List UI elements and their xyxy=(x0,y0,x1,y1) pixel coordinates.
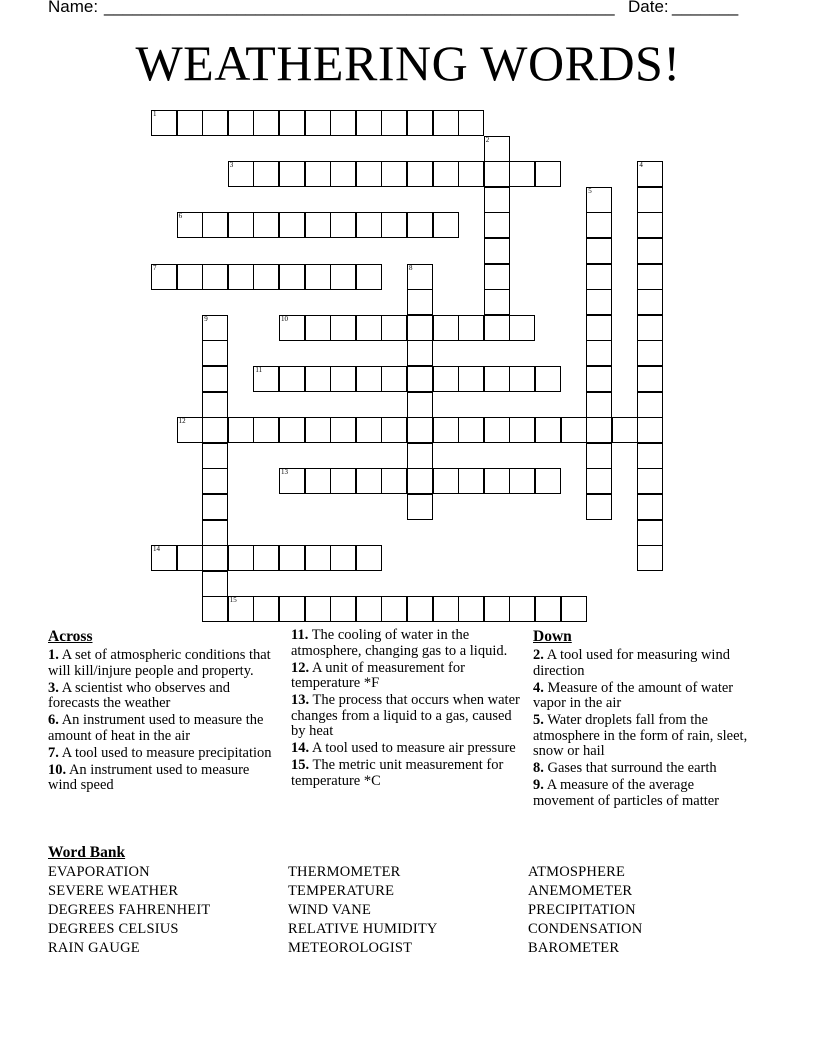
clue-number-label: 4 xyxy=(639,161,643,170)
clue-down-8: 8. Gases that surround the earth xyxy=(533,760,717,776)
word-bank-item: CONDENSATION xyxy=(528,921,643,937)
crossword-cell[interactable] xyxy=(330,315,356,341)
crossword-cell[interactable] xyxy=(381,161,407,187)
crossword-cell[interactable] xyxy=(637,443,663,469)
crossword-cell[interactable] xyxy=(637,238,663,264)
clue-number-label: 7 xyxy=(153,263,157,272)
word-bank-item: RELATIVE HUMIDITY xyxy=(288,921,438,937)
crossword-cell[interactable] xyxy=(177,545,203,571)
crossword-cell[interactable] xyxy=(253,161,279,187)
clue-across-11: 11. The cooling of water in the atmosphere, changing gas to a liquid. xyxy=(291,627,508,659)
crossword-cell[interactable] xyxy=(202,417,228,443)
crossword-cell[interactable] xyxy=(484,468,510,494)
crossword-cell[interactable] xyxy=(381,596,407,622)
crossword-cell[interactable] xyxy=(407,417,433,443)
crossword-cell[interactable] xyxy=(279,417,305,443)
crossword-cell[interactable] xyxy=(228,161,254,187)
crossword-cell[interactable] xyxy=(177,417,203,443)
crossword-cell[interactable] xyxy=(151,545,177,571)
crossword-cell[interactable] xyxy=(586,392,612,418)
name-blank[interactable]: ______________________________________________________ xyxy=(104,0,615,16)
crossword-cell[interactable] xyxy=(356,417,382,443)
clue-down-2: 2. A tool used for measuring wind direction xyxy=(533,647,730,679)
crossword-cell[interactable] xyxy=(407,366,433,392)
crossword-cell[interactable] xyxy=(407,110,433,136)
crossword-cell[interactable] xyxy=(407,289,433,315)
crossword-cell[interactable] xyxy=(433,596,459,622)
crossword-cell[interactable] xyxy=(202,494,228,520)
clues-column-1 xyxy=(48,628,280,795)
crossword-cell[interactable] xyxy=(253,110,279,136)
crossword-cell[interactable] xyxy=(356,596,382,622)
crossword-cell[interactable] xyxy=(177,110,203,136)
crossword-cell[interactable] xyxy=(612,417,638,443)
word-bank-item: DEGREES CELSIUS xyxy=(48,921,179,937)
crossword-cell[interactable] xyxy=(356,161,382,187)
crossword-cell[interactable] xyxy=(228,417,254,443)
crossword-cell[interactable] xyxy=(279,264,305,290)
crossword-cell[interactable] xyxy=(458,110,484,136)
crossword-cell[interactable] xyxy=(305,468,331,494)
crossword-cell[interactable] xyxy=(305,315,331,341)
crossword-cell[interactable] xyxy=(561,417,587,443)
crossword-cell[interactable] xyxy=(586,340,612,366)
crossword-cell[interactable] xyxy=(305,110,331,136)
crossword-cell[interactable] xyxy=(637,264,663,290)
crossword-cell[interactable] xyxy=(637,187,663,213)
crossword-cell[interactable] xyxy=(458,596,484,622)
crossword-cell[interactable] xyxy=(586,212,612,238)
crossword-cell[interactable] xyxy=(433,212,459,238)
crossword-cell[interactable] xyxy=(381,468,407,494)
crossword-cell[interactable] xyxy=(509,366,535,392)
crossword-cell[interactable] xyxy=(228,212,254,238)
crossword-cell[interactable] xyxy=(535,366,561,392)
crossword-cell[interactable] xyxy=(637,212,663,238)
crossword-cell[interactable] xyxy=(433,417,459,443)
clue-down-9: 9. A measure of the average movement of particles of matter xyxy=(533,777,720,809)
crossword-cell[interactable] xyxy=(202,212,228,238)
crossword-cell[interactable] xyxy=(202,443,228,469)
clue-number-label: 2 xyxy=(485,135,490,144)
crossword-cell[interactable] xyxy=(381,417,407,443)
crossword-cell[interactable] xyxy=(484,187,510,213)
crossword-cell[interactable] xyxy=(586,187,612,213)
crossword-cell[interactable] xyxy=(407,315,433,341)
crossword-cell[interactable] xyxy=(305,264,331,290)
crossword-cell[interactable] xyxy=(637,289,663,315)
crossword-cell[interactable] xyxy=(509,596,535,622)
crossword-cell[interactable] xyxy=(561,596,587,622)
word-bank-item: THERMOMETER xyxy=(288,864,401,880)
crossword-cell[interactable] xyxy=(330,366,356,392)
clue-number-label: 8 xyxy=(409,263,413,272)
word-bank-item: ATMOSPHERE xyxy=(528,864,626,880)
date-blank[interactable]: _______ xyxy=(672,0,739,16)
crossword-cell[interactable] xyxy=(407,161,433,187)
crossword-cell[interactable] xyxy=(535,161,561,187)
crossword-cell[interactable] xyxy=(253,417,279,443)
crossword-cell[interactable] xyxy=(637,315,663,341)
crossword-cell[interactable] xyxy=(202,340,228,366)
crossword-cell[interactable] xyxy=(381,110,407,136)
crossword-cell[interactable] xyxy=(253,596,279,622)
word-bank-item: ANEMOMETER xyxy=(528,883,633,899)
crossword-cell[interactable] xyxy=(433,110,459,136)
crossword-cell[interactable] xyxy=(509,468,535,494)
clue-across-14: 14. A tool used to measure air pressure xyxy=(291,740,516,756)
word-bank-item: TEMPERATURE xyxy=(288,883,395,899)
clue-number-label: 3 xyxy=(229,161,234,170)
crossword-cell[interactable] xyxy=(305,212,331,238)
crossword-cell[interactable] xyxy=(356,110,382,136)
crossword-cell[interactable] xyxy=(433,315,459,341)
crossword-cell[interactable] xyxy=(586,417,612,443)
crossword-cell[interactable] xyxy=(484,136,510,162)
crossword-cell[interactable] xyxy=(202,520,228,546)
crossword-cell[interactable] xyxy=(586,315,612,341)
crossword-cell[interactable] xyxy=(228,110,254,136)
crossword-cell[interactable] xyxy=(151,110,177,136)
crossword-cell[interactable] xyxy=(407,264,433,290)
crossword-cell[interactable] xyxy=(535,468,561,494)
clue-across-10: 10. An instrument used to measure wind speed xyxy=(48,761,250,793)
crossword-cell[interactable] xyxy=(202,392,228,418)
word-bank-column-2 xyxy=(288,863,438,958)
crossword-cell[interactable] xyxy=(279,315,305,341)
crossword-cell[interactable] xyxy=(202,366,228,392)
crossword-cell[interactable] xyxy=(433,366,459,392)
crossword-cell[interactable] xyxy=(458,468,484,494)
crossword-cell[interactable] xyxy=(637,494,663,520)
crossword-cell[interactable] xyxy=(381,366,407,392)
crossword-cell[interactable] xyxy=(279,596,305,622)
clue-down-5: 5. Water droplets fall from the atmosphere in the form of rain, sleet, snow or hail xyxy=(533,712,748,759)
crossword-cell[interactable] xyxy=(330,596,356,622)
crossword-cell[interactable] xyxy=(356,545,382,571)
crossword-cell[interactable] xyxy=(509,417,535,443)
crossword-cell[interactable] xyxy=(177,264,203,290)
clue-number-label: 12 xyxy=(178,417,186,426)
crossword-cell[interactable] xyxy=(407,392,433,418)
crossword-cell[interactable] xyxy=(407,443,433,469)
crossword-cell[interactable] xyxy=(458,417,484,443)
crossword-cell[interactable] xyxy=(253,545,279,571)
clue-across-7: 7. A tool used to measure precipitation xyxy=(48,744,272,761)
crossword-cell[interactable] xyxy=(637,161,663,187)
crossword-cell[interactable] xyxy=(305,366,331,392)
clue-number-label: 14 xyxy=(153,545,160,554)
crossword-cell[interactable] xyxy=(228,545,254,571)
clue-across-12: 12. A unit of measurement for temperature *F xyxy=(291,659,465,691)
word-bank-item: RAIN GAUGE xyxy=(48,940,140,956)
clue-across-13: 13. The process that occurs when water changes from a liquid to a gas, caused by heat xyxy=(291,692,520,739)
crossword-cell[interactable] xyxy=(279,110,305,136)
crossword-cell[interactable] xyxy=(407,212,433,238)
crossword-cell[interactable] xyxy=(356,366,382,392)
crossword-cell[interactable] xyxy=(305,161,331,187)
crossword-cell[interactable] xyxy=(509,315,535,341)
crossword-cell[interactable] xyxy=(202,571,228,597)
crossword-cell[interactable] xyxy=(484,366,510,392)
clues-column-2 xyxy=(291,628,521,791)
crossword-cell[interactable] xyxy=(228,596,254,622)
crossword-cell[interactable] xyxy=(330,161,356,187)
word-bank-item: DEGREES FAHRENHEIT xyxy=(48,902,211,918)
crossword-cell[interactable] xyxy=(535,596,561,622)
word-bank-item: WIND VANE xyxy=(288,902,372,918)
crossword-cell[interactable] xyxy=(637,520,663,546)
crossword-cell[interactable] xyxy=(484,315,510,341)
date-label: Date: xyxy=(628,0,669,16)
crossword-cell[interactable] xyxy=(253,212,279,238)
crossword-cell[interactable] xyxy=(484,238,510,264)
crossword-cell[interactable] xyxy=(586,443,612,469)
crossword-cell[interactable] xyxy=(305,596,331,622)
crossword-cell[interactable] xyxy=(305,545,331,571)
word-bank-column-3 xyxy=(528,863,642,958)
crossword-cell[interactable] xyxy=(458,366,484,392)
page-title: WEATHERING WORDS! xyxy=(135,35,681,91)
clue-across-15: 15. The metric unit measurement for temperature *C xyxy=(291,757,504,789)
crossword-cell[interactable] xyxy=(484,596,510,622)
clue-across-3: 3. A scientist who observes and forecasts the weather xyxy=(48,679,231,711)
clue-number-label: 9 xyxy=(204,314,208,323)
crossword-cell[interactable] xyxy=(407,340,433,366)
crossword-cell[interactable] xyxy=(586,289,612,315)
crossword-cell[interactable] xyxy=(637,392,663,418)
crossword-cell[interactable] xyxy=(330,212,356,238)
crossword-cell[interactable] xyxy=(484,417,510,443)
clue-across-6: 6. An instrument used to measure the amount of heat in the air xyxy=(48,712,264,744)
crossword-cell[interactable] xyxy=(330,417,356,443)
word-bank-item: BAROMETER xyxy=(528,940,620,956)
crossword-cell[interactable] xyxy=(433,161,459,187)
crossword-cell[interactable] xyxy=(484,161,510,187)
name-label: Name: xyxy=(48,0,99,16)
crossword-cell[interactable] xyxy=(407,596,433,622)
crossword-cell[interactable] xyxy=(202,596,228,622)
crossword-cell[interactable] xyxy=(151,264,177,290)
crossword-cell[interactable] xyxy=(586,366,612,392)
crossword-cell[interactable] xyxy=(305,417,331,443)
crossword-cell[interactable] xyxy=(202,315,228,341)
crossword-cell[interactable] xyxy=(586,494,612,520)
down-heading: Down xyxy=(533,628,572,645)
crossword-cell[interactable] xyxy=(458,161,484,187)
crossword-cell[interactable] xyxy=(202,545,228,571)
crossword-cell[interactable] xyxy=(279,161,305,187)
crossword-cell[interactable] xyxy=(484,289,510,315)
crossword-cell[interactable] xyxy=(484,212,510,238)
word-bank-column-1 xyxy=(48,863,210,958)
crossword-cell[interactable] xyxy=(330,545,356,571)
crossword-cell[interactable] xyxy=(484,264,510,290)
word-bank-heading: Word Bank xyxy=(48,844,126,861)
crossword-cell[interactable] xyxy=(228,264,254,290)
crossword-cell[interactable] xyxy=(202,264,228,290)
clue-number-label: 5 xyxy=(588,186,592,195)
clue-down-4: 4. Measure of the amount of water vapor in the air xyxy=(533,679,734,711)
crossword-cell[interactable] xyxy=(356,315,382,341)
clue-number-label: 6 xyxy=(178,212,183,221)
crossword-cell[interactable] xyxy=(637,340,663,366)
clues-column-3 xyxy=(533,628,758,811)
crossword-cell[interactable] xyxy=(458,315,484,341)
crossword-cell[interactable] xyxy=(253,264,279,290)
crossword-cell[interactable] xyxy=(407,468,433,494)
crossword-cell[interactable] xyxy=(279,468,305,494)
crossword-cell[interactable] xyxy=(330,110,356,136)
clue-number-label: 1 xyxy=(153,110,157,118)
clue-number-label: 15 xyxy=(229,596,237,605)
word-bank-item: EVAPORATION xyxy=(48,864,150,880)
crossword-cell[interactable] xyxy=(637,545,663,571)
crossword-cell[interactable] xyxy=(381,212,407,238)
crossword-cell[interactable] xyxy=(586,238,612,264)
crossword-cell[interactable] xyxy=(407,494,433,520)
crossword-cell[interactable] xyxy=(356,212,382,238)
crossword-cell[interactable] xyxy=(381,315,407,341)
crossword-cell[interactable] xyxy=(330,264,356,290)
crossword-cell[interactable] xyxy=(586,468,612,494)
crossword-cell[interactable] xyxy=(279,545,305,571)
crossword-cell[interactable] xyxy=(637,366,663,392)
crossword-cell[interactable] xyxy=(356,468,382,494)
crossword-cell[interactable] xyxy=(253,366,279,392)
word-bank-item: PRECIPITATION xyxy=(528,902,636,918)
crossword-cell[interactable] xyxy=(586,264,612,290)
crossword-cell[interactable] xyxy=(279,366,305,392)
clue-number-label: 13 xyxy=(281,468,288,477)
crossword-cell[interactable] xyxy=(637,417,663,443)
crossword-cell[interactable] xyxy=(356,264,382,290)
crossword-cell[interactable] xyxy=(433,468,459,494)
crossword-cell[interactable] xyxy=(535,417,561,443)
crossword-cell[interactable] xyxy=(509,161,535,187)
word-bank-item: METEOROLOGIST xyxy=(288,940,413,956)
word-bank-item: SEVERE WEATHER xyxy=(48,883,179,899)
crossword-cell[interactable] xyxy=(637,468,663,494)
crossword-cell[interactable] xyxy=(202,110,228,136)
crossword-cell[interactable] xyxy=(177,212,203,238)
across-heading: Across xyxy=(48,628,93,645)
clue-number-label: 11 xyxy=(255,366,263,374)
crossword-cell[interactable] xyxy=(279,212,305,238)
clue-across-1: 1. A set of atmospheric conditions that will kill/injure people and property. xyxy=(48,647,271,679)
crossword-cell[interactable] xyxy=(202,468,228,494)
crossword-cell[interactable] xyxy=(330,468,356,494)
clue-number-label: 10 xyxy=(281,314,288,323)
